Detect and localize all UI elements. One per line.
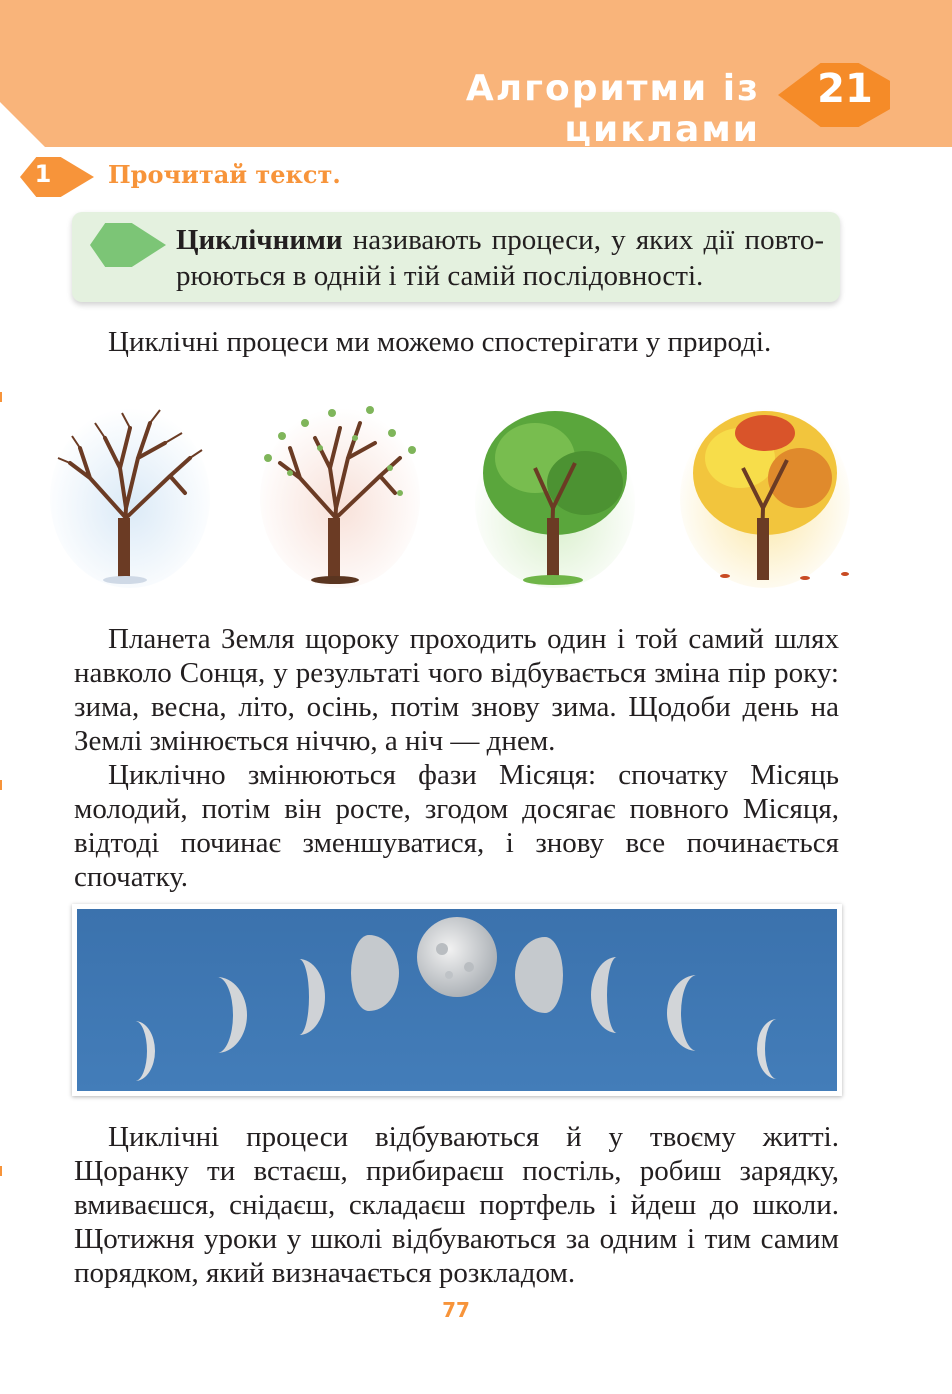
chapter-title: Алгоритми із циклами (465, 68, 760, 150)
paragraph-moon: Циклічно змінюються фази Місяця: спочатку Місяць молодий, потім він росте, згодом досягає повного Місяця, відтоді починає зменшуватися, і знову все починається спочатку. (74, 759, 839, 893)
definition-body: називають процеси, у яких дії повто-рюються в одній і тій самій послідовності. (176, 224, 824, 292)
task-number: 1 (34, 160, 52, 188)
margin-tick (0, 780, 2, 790)
definition-text (176, 222, 824, 294)
winter-tree-icon (50, 408, 210, 588)
margin-tick (0, 1166, 2, 1176)
chapter-number: 21 (817, 66, 873, 112)
summer-tree-icon (475, 411, 635, 588)
seasons-illustration (50, 398, 862, 588)
autumn-tree-icon (680, 408, 850, 588)
lead-sentence: Циклічні процеси ми можемо спостерігати у природі. (108, 326, 772, 358)
paragraph-earth: Планета Земля щороку проходить один і той самий шлях навколо Сонця, у результаті чого відбувається зміна пір року: зима, весна, літо, осінь, потім знову зима. Щодоби день на Землі змінюється ніччю, а ніч — днем. (74, 623, 839, 757)
definition-term: Циклічними (176, 224, 343, 256)
spring-tree-icon (260, 406, 420, 588)
paragraph-daily-life: Циклічні процеси відбуваються й у твоєму житті. Щоранку ти встаєш, прибираєш постіль, робиш зарядку, вмиваєшся, снідаєш, складаєш портфель і йдеш до школи. Щотижня уроки у школі відбуваються за одним і тим самим порядком, який визначається розкладом. (74, 1121, 839, 1289)
margin-tick (0, 392, 2, 402)
task-instruction: Прочитай текст. (108, 160, 341, 189)
page-number: 77 (442, 1298, 470, 1322)
moon-phases-illustration (72, 904, 842, 1096)
moon-phase-5-icon (417, 917, 497, 997)
